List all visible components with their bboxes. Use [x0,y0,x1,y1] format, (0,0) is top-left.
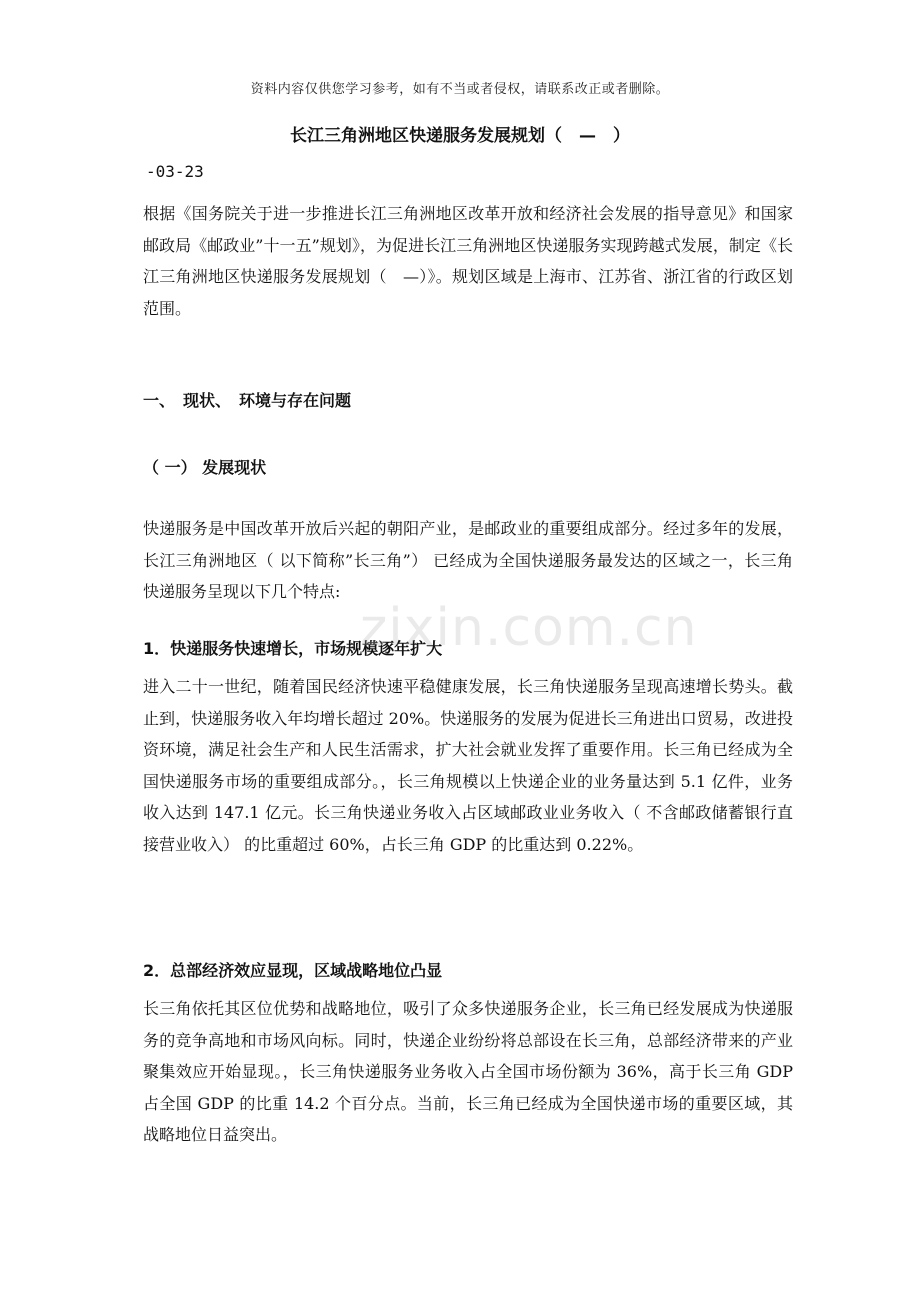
body-paragraph-2: 进入二十一世纪，随着国民经济快速平稳健康发展，长三角快递服务呈现高速增长势头。截止到，快递服务收入年均增长超过 20%。快递服务的发展为促进长三角进出口贸易，改进投资环境，满足社会生产和人民生活需求，扩大社会就业发挥了重要作用。长三角已经成为全国快递服务市场的重要组成部分。，长三角规模以上快递企业的业务量达到 5.1 亿件，业务收入达到 147.1 亿元。长三角快递业务收入占区域邮政业业务收入（ 不含邮政储蓄银行直接营业收入） 的比重超过 60%，占长三角 GDP 的比重达到 0.22%。 [143,677,793,854]
document-title: 长江三角洲地区快递服务发展规划（ — ） [290,126,630,146]
watermark: zixin.com.cn [360,598,698,658]
intro-paragraph: 根据《国务院关于进一步推进长江三角洲地区改革开放和经济社会发展的指导意见》和国家邮政局《邮政业”十一五”规划》，为促进长江三角洲地区快递服务实现跨越式发展，制定《长江三角洲地区快递服务发展规划（ —）》。规划区域是上海市、江苏省、浙江省的行政区划范围。 [143,204,793,318]
body-paragraph-3: 长三角依托其区位优势和战略地位，吸引了众多快递服务企业，长三角已经发展成为快递服务的竞争高地和市场风向标。同时，快递企业纷纷将总部设在长三角，总部经济带来的产业聚集效应开始显现。，长三角快递服务业务收入占全国市场份额为 36%，高于长三角 GDP 占全国 GDP 的比重 14.2 个百分点。当前，长三角已经成为全国快递市场的重要区域，其战略地位日益突出。 [143,999,793,1144]
publish-date: -03-23 [146,162,204,181]
section-heading-1: 一、 现状、 环境与存在问题 [143,391,352,410]
body-paragraph-1: 快递服务是中国改革开放后兴起的朝阳产业，是邮政业的重要组成部分。经过多年的发展，长江三角洲地区（ 以下简称”长三角”） 已经成为全国快递服务最发达的区域之一，长三角快递服务呈现以下几个特点: [143,519,793,601]
copyright-notice: 资料内容仅供您学习参考，如有不当或者侵权，请联系改正或者删除。 [250,82,670,97]
point-heading-2: 2．总部经济效应显现，区域战略地位凸显 [143,961,443,980]
point-heading-1: 1．快递服务快速增长，市场规模逐年扩大 [143,639,443,658]
subsection-heading-1: （ 一） 发展现状 [143,458,267,477]
